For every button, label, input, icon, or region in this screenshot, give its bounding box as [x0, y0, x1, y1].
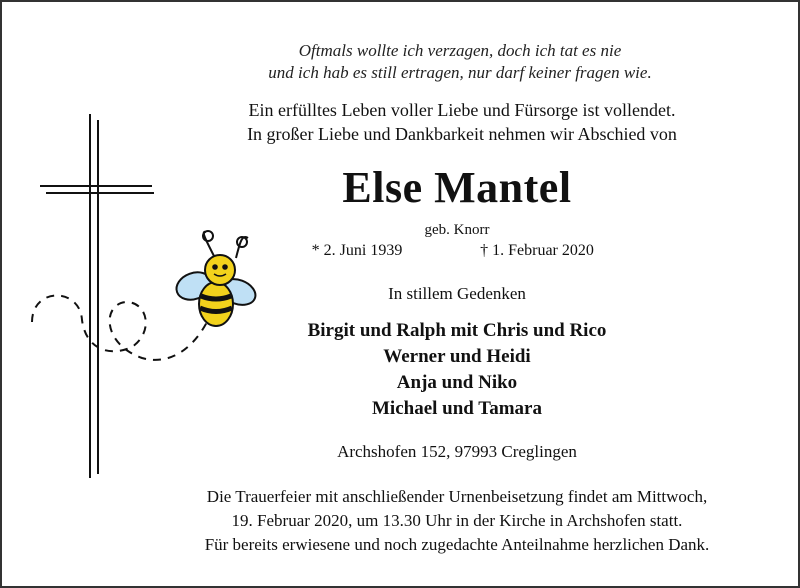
- birth-date: * 2. Juni 1939: [311, 242, 403, 259]
- intro-line-1: Ein erfülltes Leben voller Liebe und Fürsorge ist vollendet.: [248, 100, 676, 120]
- deceased-name: Else Mantel: [342, 163, 572, 212]
- dashed-flight-path-icon: [32, 295, 208, 359]
- address: Archshofen 152, 97993 Creglingen: [337, 442, 577, 461]
- motto-line-2: und ich hab es still ertragen, nur darf keiner fragen wie.: [268, 63, 652, 82]
- notice-line-1: Die Trauerfeier mit anschließender Urnenbeisetzung findet am Mittwoch,: [206, 487, 708, 506]
- family-line-3: Anja und Niko: [396, 372, 518, 393]
- bee-icon: [173, 231, 259, 326]
- motto-line-1: Oftmals wollte ich verzagen, doch ich tat es nie: [298, 41, 622, 60]
- intro-line-2: In großer Liebe und Dankbarkeit nehmen wir Abschied von: [247, 124, 677, 144]
- notice-line-3: Für bereits erwiesene und noch zugedachte Anteilnahme herzlichen Dank.: [204, 535, 710, 554]
- notice-line-2: 19. Februar 2020, um 13.30 Uhr in der Kirche in Archshofen statt.: [231, 511, 683, 530]
- family-line-2: Werner und Heidi: [383, 346, 531, 367]
- death-date: † 1. Februar 2020: [480, 242, 594, 259]
- cross-icon: [40, 114, 154, 478]
- birth-name: geb. Knorr: [424, 222, 490, 238]
- gedenken-line: In stillem Gedenken: [388, 284, 526, 303]
- family-line-4: Michael und Tamara: [372, 398, 542, 419]
- family-line-1: Birgit und Ralph mit Chris und Rico: [307, 320, 607, 341]
